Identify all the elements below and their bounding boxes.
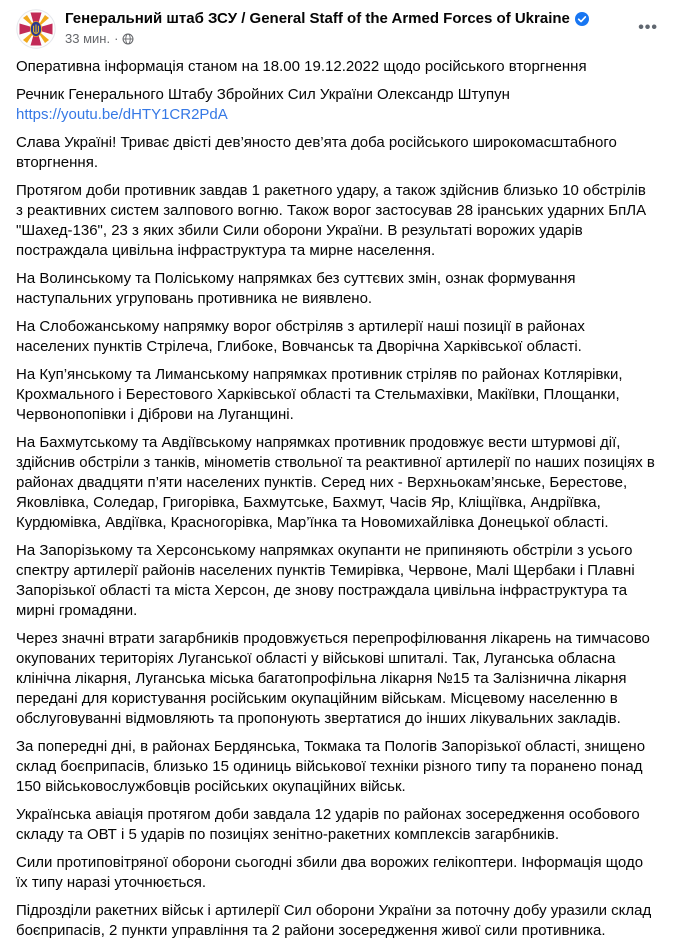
post-paragraph: Підрозділи ракетних військ і артилерії Сил оборони України за поточну добу уразили склад боєприпасів, 2 пункти управління та 2 райони зосередження живої сили противника. xyxy=(16,902,652,939)
post-paragraph: Через значні втрати загарбників продовжується перепрофілювання лікарень на тимчасово окупованих територіях Луганської області у військові шпиталі. Так, Луганська обласна клінічна лікарня, Луганська міська багатопрофільна лікарня №15 та Залізнична лікарня передані для користування російським окупаційним військам. Місцевому населенню в обслуговуванні відмовляють та пропонують звертатися до інших лікувальних закладів. xyxy=(16,630,650,727)
post-paragraph: Слава Україні! Триває двісті дев’яносто дев’ята доба російського широкомасштабного вторгнення. xyxy=(16,134,617,171)
post-paragraph: На Слобожанському напрямку ворог обстріляв з артилерії наші позиції в районах населених пунктів Стрілеча, Глибоке, Вовчанськ та Дворічна Харківської області. xyxy=(16,318,585,355)
post-menu-button[interactable] xyxy=(634,16,662,40)
post-paragraph: На Куп’янському та Лиманському напрямках противник стріляв по районах Котлярівки, Крохмального і Берестового Харківської області та Стельмахівки, Макіївки, Площанки, Червонопопівки і Діброви на Луганщині. xyxy=(16,366,623,423)
speaker-text: Речник Генерального Штабу Збройних Сил України Олександр Штупун xyxy=(16,86,510,103)
dot-separator: · xyxy=(114,31,119,46)
globe-icon xyxy=(122,33,134,45)
post-intro: Оперативна інформація станом на 18.00 19.12.2022 щодо російського вторгнення xyxy=(16,58,587,75)
post-paragraph: Сили протиповітряної оборони сьогодні збили два ворожих гелікоптери. Інформація щодо їх типу наразі уточнюється. xyxy=(16,854,644,891)
timestamp[interactable]: 33 мин. xyxy=(65,31,111,46)
post-paragraph: Протягом доби противник завдав 1 ракетного удару, а також здійснив близько 10 обстрілів з реактивних систем залпового вогню. Також ворог застосував 28 іранських ударних БпЛА "Шахед-136", 23 з яких збили Сили оборони України. В результаті ворожих ударів постраждала цивільна інфраструктура та мирне населення. xyxy=(16,182,647,259)
post-meta-row xyxy=(65,30,664,47)
post-paragraph: На Волинському та Поліському напрямках без суттєвих змін, ознак формування наступальних угруповань противника не виявлено. xyxy=(16,270,576,307)
post-header xyxy=(0,0,680,51)
page-name[interactable]: Генеральний штаб ЗСУ / General Staff of the Armed Forces of Ukraine xyxy=(65,10,570,27)
post-paragraph: Українська авіація протягом доби завдала 12 ударів по районах зосередження особового складу та ОВТ і 5 ударів по позиціях зенітно-ракетних комплексів загарбників. xyxy=(16,806,640,843)
avatar[interactable] xyxy=(16,9,56,49)
general-staff-emblem-icon xyxy=(16,9,56,49)
post-speaker-paragraph xyxy=(16,85,656,125)
youtube-link[interactable]: https://youtu.be/dHTY1CR2PdA xyxy=(16,106,228,123)
post-body xyxy=(0,51,680,941)
post-paragraph: За попередні дні, в районах Бердянська, Токмака та Пологів Запорізької області, знищено склад боєприпасів, близько 15 одиниць військової техніки різного типу та поранено понад 150 військовослужбовців російських окупаційних військ. xyxy=(16,738,646,795)
verified-badge-icon xyxy=(575,12,589,26)
ellipsis-icon: ••• xyxy=(638,19,658,36)
post-paragraph: На Бахмутському та Авдіївському напрямках противник продовжує вести штурмові дії, здійснив обстріли з танків, мінометів ствольної та реактивної артилерії по наших позиціях в районах двадцяти п’яти населених пунктів. Серед них - Верхньокам’янське, Берестове, Яковлівка, Соледар, Григорівка, Бахмутське, Бахмут, Часів Яр, Кліщіївка, Андріївка, Курдюмівка, Авдіївка, Красногорівка, Мар’їнка та Новомихайлівка Донецької області. xyxy=(16,434,655,531)
post-paragraphs xyxy=(16,133,656,941)
header-meta xyxy=(65,9,664,47)
post-paragraph: На Запорізькому та Херсонському напрямках окупанти не припиняють обстріли з усього спектру артилерії районів населених пунктів Темирівка, Червоне, Малі Щербаки і Плавні Запорізької області та міста Херсон, де знову постраждала цивільна інфраструктура та мирні громадяни. xyxy=(16,542,635,619)
